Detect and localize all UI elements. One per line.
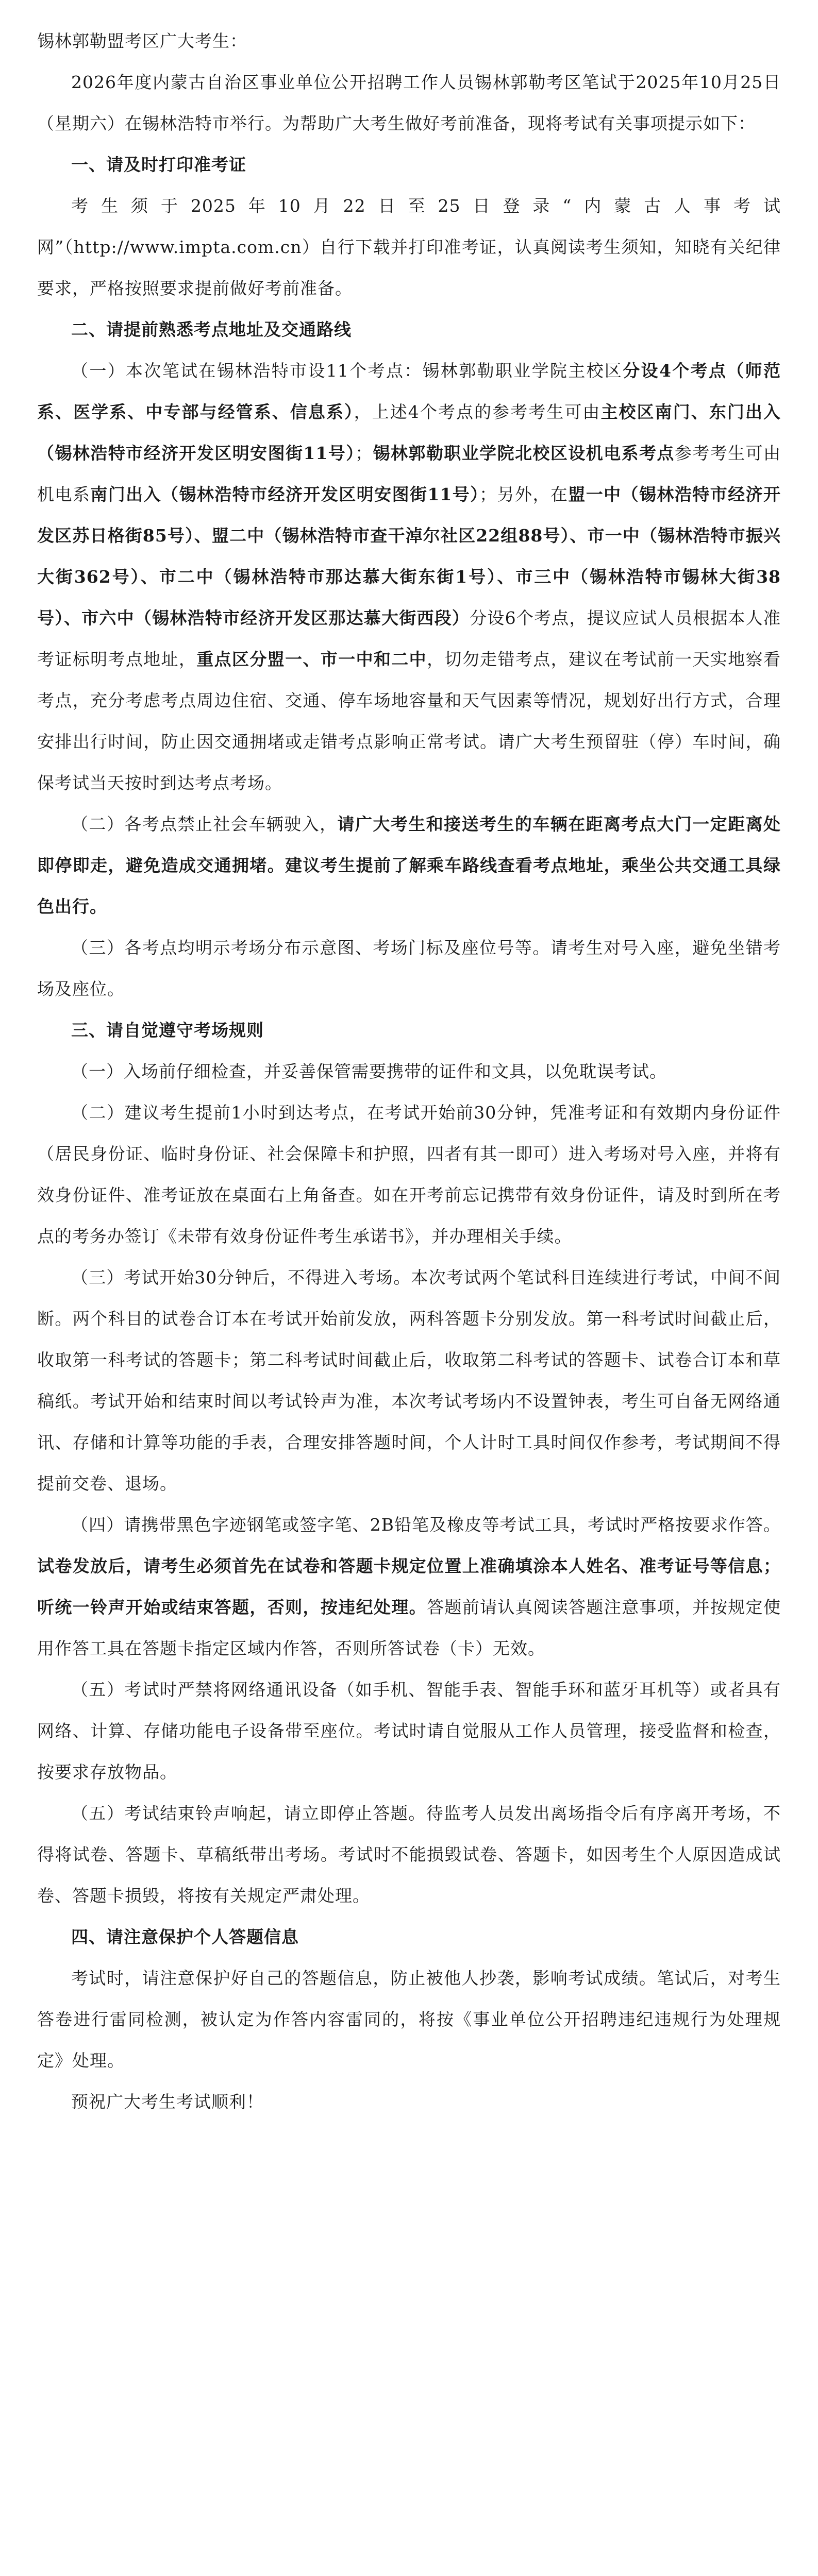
- section-3-paragraph-2: （二）建议考生提前1小时到达考点，在考试开始前30分钟，凭准考证和有效期内身份证件（居民身份证、临时身份证、社会保障卡和护照，四者有其一即可）进入考场对号入座，并将有效身份证件、准考证放在桌面右上角备查。如在开考前忘记携带有效身份证件，请及时到所在考点的考务办签订《未带有效身份证件考生承诺书》，并办理相关手续。: [37, 1103, 781, 1246]
- bold-text-run: 锡林郭勒职业学院北校区设机电系考点: [373, 443, 675, 463]
- section-3-paragraph-6: （五）考试结束铃声响起，请立即停止答题。待监考人员发出离场指令后有序离开考场，不得将试卷、答题卡、草稿纸带出考场。考试时不能损毁试卷、答题卡，如因考生个人原因造成试卷、答题卡损毁，将按有关规定严肃处理。: [37, 1803, 781, 1906]
- text-run: ，切勿走错考点，建议在考试前一天实地察看考点，充分考虑考点周边住宿、交通、停车场地容量和天气因素等情况，规划好出行方式，合理安排出行时间，防止因交通拥堵或走错考点影响正常考试。请广大考生预留驻（停）车时间，确保考试当天按时到达考点考场。: [37, 649, 781, 793]
- intro-paragraph: 2026年度内蒙古自治区事业单位公开招聘工作人员锡林郭勒考区笔试于2025年10月25日（星期六）在锡林浩特市举行。为帮助广大考生做好考前准备，现将考试有关事项提示如下：: [37, 72, 781, 133]
- text-run: 分设6个考点，提议应试人员根据本人准考证标明考点地址，: [37, 608, 781, 669]
- text-run: ；: [355, 443, 373, 463]
- section-3-heading: 三、请自觉遵守考场规则: [71, 1020, 264, 1040]
- bold-text-run: 盟一中（锡林浩特市经济开发区苏日格街85号）、盟二中（锡林浩特市查干淖尔社区22组88号）、市一中（锡林浩特市振兴大街362号）、市二中（锡林浩特市那达慕大街东街1号）、市三中（锡林浩特市锡林大街38号）、市六中（锡林浩特市经济开发区那达慕大街西段）: [37, 484, 781, 628]
- text-run: 答题前请认真阅读答题注意事项，并按规定使用作答工具在答题卡指定区域内作答，否则所答试卷（卡）无效。: [37, 1597, 781, 1658]
- section-3-paragraph-4: [37, 1504, 781, 1669]
- section-3-paragraph-3: （三）考试开始30分钟后，不得进入考场。本次考试两个笔试科目连续进行考试，中间不间断。两个科目的试卷合订本在考试开始前发放，两科答题卡分别发放。第一科考试时间截止后，收取第一科考试的答题卡；第二科考试时间截止后，收取第二科考试的答题卡、试卷合订本和草稿纸。考试开始和结束时间以考试铃声为准，本次考试考场内不设置钟表，考生可自备无网络通讯、存储和计算等功能的手表，合理安排答题时间，个人计时工具时间仅作参考，考试期间不得提前交卷、退场。: [37, 1267, 781, 1494]
- section-4-body: 考试时，请注意保护好自己的答题信息，防止被他人抄袭，影响考试成绩。笔试后，对考生答卷进行雷同检测，被认定为作答内容雷同的，将按《事业单位公开招聘违纪违规行为处理规定》处理。: [37, 1968, 781, 2071]
- text-run: 参考考生可由机电系: [37, 443, 781, 504]
- text-run: （四）请携带黑色字迹钢笔或签字笔、2B铅笔及橡皮等考试工具，考试时严格按要求作答。: [71, 1515, 781, 1535]
- section-1-body: 考生须于2025年10月22日至25日登录“内蒙古人事考试网”（http://www.impta.com.cn）自行下载并打印准考证，认真阅读考生须知，知晓有关纪律要求，严格按照要求提前做好考前准备。: [37, 196, 781, 298]
- section-2-paragraph-3: （三）各考点均明示考场分布示意图、考场门标及座位号等。请考生对号入座，避免坐错考场及座位。: [37, 938, 781, 999]
- bold-text-run: 分设4个考点（师范系、医学系、中专部与经管系、信息系）: [37, 361, 781, 422]
- text-run: ；另外，在: [479, 484, 569, 504]
- section-1-heading: 一、请及时打印准考证: [71, 155, 246, 175]
- text-run: （一）本次笔试在锡林浩特市设11个考点：锡林郭勒职业学院主校区: [71, 361, 623, 381]
- section-2-paragraph-2: [37, 804, 781, 927]
- bold-text-run: 重点区分盟一、市一中和二中: [196, 649, 427, 669]
- section-3-paragraph-1: （一）入场前仔细检查，并妥善保管需要携带的证件和文具，以免耽误考试。: [71, 1061, 667, 1081]
- section-4-heading: 四、请注意保护个人答题信息: [71, 1927, 299, 1947]
- section-3-paragraph-5: （五）考试时严禁将网络通讯设备（如手机、智能手表、智能手环和蓝牙耳机等）或者具有网络、计算、存储功能电子设备带至座位。考试时请自觉服从工作人员管理，接受监督和检查，按要求存放物品。: [37, 1680, 781, 1782]
- bold-text-run: 试卷发放后，请考生必须首先在试卷和答题卡规定位置上准确填涂本人姓名、准考证号等信息；听统一铃声开始或结束答题，否则，按违纪处理。: [37, 1556, 781, 1617]
- text-run: （二）各考点禁止社会车辆驶入，: [71, 814, 338, 834]
- section-2-paragraph-1: [37, 350, 781, 804]
- bold-text-run: 请广大考生和接送考生的车辆在距离考点大门一定距离处即停即走，避免造成交通拥堵。建议考生提前了解乘车路线查看考点地址，乘坐公共交通工具绿色出行。: [37, 814, 781, 917]
- section-2-heading: 二、请提前熟悉考点地址及交通路线: [71, 319, 352, 340]
- bold-text-run: 主校区南门、东门出入（锡林浩特市经济开发区明安图街11号）: [37, 402, 781, 463]
- closing-wish: 预祝广大考生考试顺利！: [71, 2092, 264, 2112]
- text-run: ，上述4个考点的参考考生可由: [354, 402, 601, 422]
- salutation: 锡林郭勒盟考区广大考生：: [37, 31, 247, 51]
- bold-text-run: 南门出入（锡林浩特市经济开发区明安图街11号）: [90, 484, 480, 504]
